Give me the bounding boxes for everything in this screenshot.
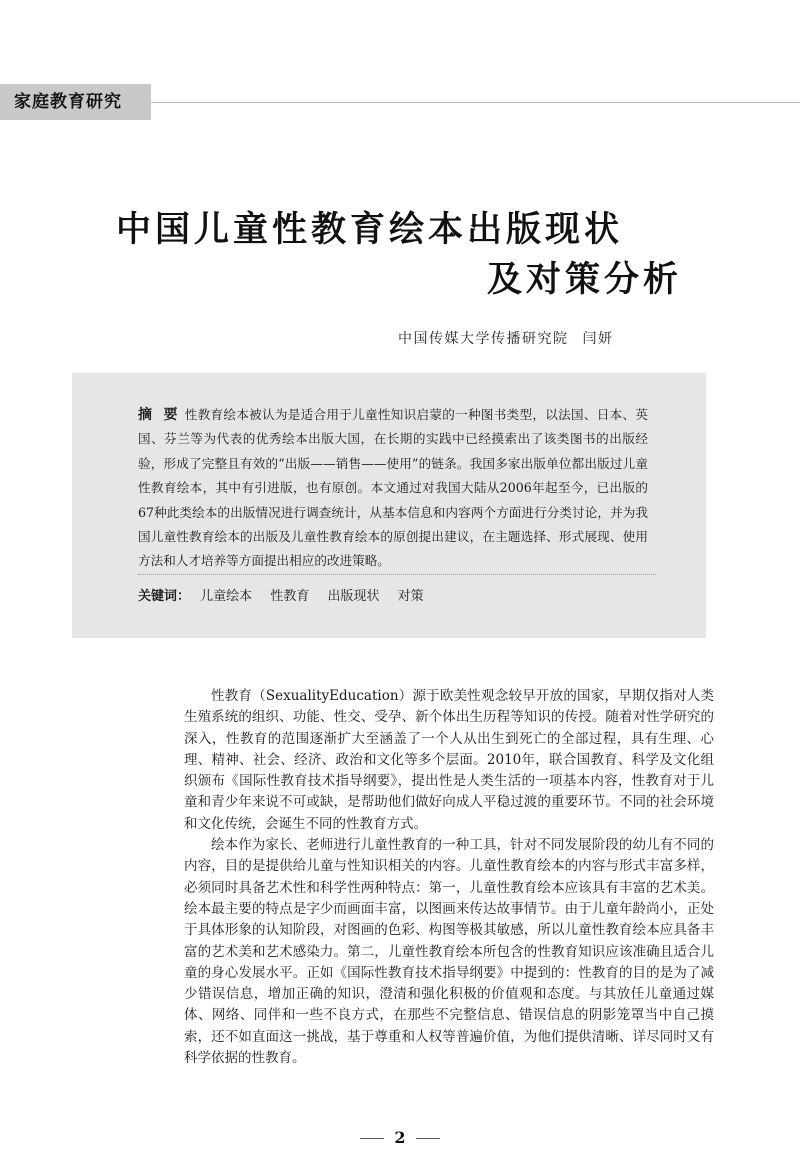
body-paragraph: 绘本作为家长、老师进行儿童性教育的一种工具，针对不同发展阶段的幼儿有不同的内容，目的是提供给儿童与性知识相关的内容。儿童性教育绘本的内容与形式丰富多样，必须同时具备艺术性和科学性两种特点：第一，儿童性教育绘本应该具有丰富的艺术美。绘本最主要的特点是字少而画面丰富，以图画来传达故事情节。由于儿童年龄尚小，正处于具体形象的认知阶段，对图画的色彩、构图等极其敏感，所以儿童性教育绘本应具备丰富的艺术美和艺术感染力。第二，儿童性教育绘本所包含的性教育知识应该准确且适合儿童的身心发展水平。正如《国际性教育技术指导纲要》中提到的：性教育的目的是为了减少错误信息，增加正确的知识，澄清和强化积极的价值观和态度。与其放任儿童通过媒体、网络、同伴和一些不良方式，在那些不完整信息、错误信息的阴影笼罩当中自己摸索，还不如直面这一挑战，基于尊重和人权等普遍价值，为他们提供清晰、详尽同时又有科学依据的性教育。 bbox=[184, 837, 714, 1067]
keywords-label: 关键词： bbox=[138, 589, 191, 604]
abstract-label: 摘 要 bbox=[138, 407, 181, 423]
page-number bbox=[0, 1128, 800, 1147]
title-line-1: 中国儿童性教育绘本出版现状 bbox=[116, 210, 624, 250]
title-line-2: 及对策分析 bbox=[487, 260, 683, 300]
author-affiliation: 中国传媒大学传播研究院 bbox=[398, 331, 569, 347]
abstract-divider bbox=[138, 574, 656, 575]
abstract-paragraph bbox=[138, 403, 648, 574]
abstract-text: 性教育绘本被认为是适合用于儿童性知识启蒙的一种图书类型，以法国、日本、英国、芬兰等为代表的优秀绘本出版大国，在长期的实践中已经摸索出了该类图书的出版经验，形成了完整且有效的“出版——销售——使用”的链条。我国多家出版单位都出版过儿童性教育绘本，其中有引进版，也有原创。本文通过对我国大陆从2006年起至今，已出版的67种此类绘本的出版情况进行调查统计，从基本信息和内容两个方面进行分类讨论，并为我国儿童性教育绘本的出版及儿童性教育绘本的原创提出建议，在主题选择、形式展现、使用方法和人才培养等方面提出相应的改进策略。 bbox=[138, 407, 649, 569]
header-rule bbox=[151, 102, 800, 103]
keyword: 出版现状 bbox=[327, 589, 380, 604]
keyword: 性教育 bbox=[270, 589, 310, 604]
author-line bbox=[398, 328, 614, 348]
keyword: 儿童绘本 bbox=[200, 589, 253, 604]
page-number-value: 2 bbox=[394, 1128, 406, 1147]
body-paragraph: 性教育（SexualityEducation）源于欧美性观念较早开放的国家，早期仅指对人类生殖系统的组织、功能、性交、受孕、新个体出生历程等知识的传授。随着对性学研究的深入，性教育的范围逐渐扩大至涵盖了一个人从出生到死亡的全部过程，具有生理、心理、精神、社会、经济、政治和文化等多个层面。2010年，联合国教育、科学及文化组织颁布《国际性教育技术指导纲要》，提出性是人类生活的一项基本内容，性教育对于儿童和青少年来说不可或缺，是帮助他们做好向成人平稳过渡的重要环节。不同的社会环境和文化传统，会诞生不同的性教育方式。 bbox=[184, 688, 714, 832]
page-number-dash-right bbox=[416, 1138, 440, 1139]
page-number-dash-left bbox=[360, 1138, 384, 1139]
keyword: 对策 bbox=[397, 589, 424, 604]
abstract-box bbox=[72, 373, 706, 638]
section-tag bbox=[0, 84, 151, 120]
keywords bbox=[138, 585, 438, 604]
section-tag-label: 家庭教育研究 bbox=[14, 92, 122, 112]
author-name: 闫妍 bbox=[582, 331, 614, 347]
article-body bbox=[184, 686, 714, 1069]
